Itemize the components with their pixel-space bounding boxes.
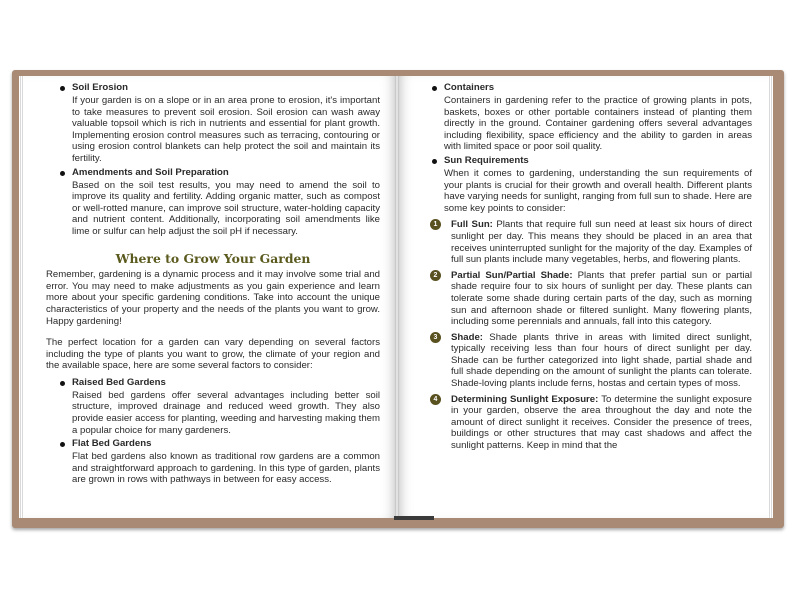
item-text: Plants that prefer partial sun or partial shade require four to six hours of sunlight per day. These plants can tolerate some shade during certain parts of the day, such as morning sun and afternoon shade or filtered sunlight. Many flowering plants, including some perennials and annuals, fall into this category. (451, 269, 752, 328)
item-label: Shade: (451, 331, 483, 343)
numbered-item-full-sun (418, 219, 752, 265)
numbered-item-partial-sun (418, 270, 752, 328)
amendments-text: Based on the soil test results, you may need to amend the soil to improve its quality and fertility. Adding organic matter, such as compost or well-rotted manure, can improve soil structure, water-holding capacity and nutrient content. Additionally, incorporating soil amendments like lime or sulfur can help adjust the soil pH if necessary. (72, 179, 380, 237)
flat-bed-text: Flat bed gardens also known as traditional row gardens are a common and straightforward approach to gardening. In this type of garden, plants are grown in rows with pathways in between for easy access. (72, 451, 380, 486)
left-page (24, 76, 396, 518)
sun-requirements-heading: Sun Requirements (418, 155, 752, 167)
raised-bed-text: Raised bed gardens offer several advantages including better soil structure, improved drainage and reduced weed growth. They also provide easier access for planting, weeding and harvesting making them a popular choice for many gardeners. (72, 389, 380, 436)
number-badge: 1 (430, 219, 441, 230)
ribbon-marker (394, 516, 434, 520)
numbered-item-shade (418, 332, 752, 390)
item-label: Full Sun: (451, 219, 493, 231)
number-badge: 2 (430, 270, 441, 281)
sun-requirements-text: When it comes to gardening, understanding the sun requirements of your plants is crucial for their growth and overall health. Different plants have varying needs for sunlight, ranging from full sun to shade. Here are some key points to consider: (444, 167, 752, 214)
item-text: Shade plants thrive in areas with limited direct sunlight, typically receiving less than four hours of direct sunlight per day. Shade can be further categorized into light shade, partial shade and full shade depending on the amount of sunlight the plants can tolerate. Shade-loving plants include ferns, hostas and certain types of moss. (451, 331, 752, 390)
item-text: Plants that require full sun need at least six hours of direct sunlight per day. This means they should be placed in an area that receives uninterrupted sunlight for the majority of the day. Examples of full sun plants include many vegetables, herbs, and flowering plants. (451, 219, 752, 266)
numbered-item-sunlight-exposure (418, 394, 752, 452)
item-label: Partial Sun/Partial Shade: (451, 269, 573, 281)
item-label: Determining Sunlight Exposure: (451, 393, 599, 405)
right-page-content (418, 80, 752, 452)
flat-bed-heading: Flat Bed Gardens (46, 438, 380, 450)
number-badge: 4 (430, 394, 441, 405)
book-spine (395, 76, 399, 518)
containers-heading: Containers (418, 82, 752, 94)
intro-paragraph-1: Remember, gardening is a dynamic process and it may involve some trial and error. You may need to make adjustments as you gain experience and learn more about your specific gardening conditions. Take into account the unique characteristics of your property and the needs of the plants you want to grow. Happy gardening! (46, 269, 380, 327)
amendments-heading: Amendments and Soil Preparation (46, 167, 380, 179)
intro-paragraph-2: The perfect location for a garden can vary depending on several factors including the type of plants you want to grow, the climate of your region and the available space, here are some several factors to consider: (46, 337, 380, 372)
section-heading: Where to Grow Your Garden (115, 250, 311, 266)
left-page-content (46, 80, 380, 486)
soil-erosion-text: If your garden is on a slope or in an area prone to erosion, it's important to take measures to prevent soil erosion. Soil erosion can wash away valuable topsoil which is rich in nutrients and essential for plant growth. Implementing erosion control measures such as terracing, contouring or using erosion control blankets can help protect the soil and maintain its fertility. (72, 95, 380, 164)
number-badge: 3 (430, 332, 441, 343)
containers-text: Containers in gardening refer to the practice of growing plants in pots, baskets, boxes or other portable containers instead of planting them directly in the ground. Container gardening offers several advantages including flexibility, space efficiency and the ability to garden in areas with limited space or poor soil quality. (444, 95, 752, 153)
page-edges-right (768, 76, 773, 518)
item-text: To determine the sunlight exposure in your garden, observe the area throughout the day and note the amount of direct sunlight it receives. Consider the presence of trees, buildings or other structures that may cast shadows and affect the sunlight patterns. Keep in mind that the (451, 393, 752, 452)
soil-erosion-heading: Soil Erosion (46, 82, 380, 94)
right-page (398, 76, 768, 518)
raised-bed-heading: Raised Bed Gardens (46, 377, 380, 389)
